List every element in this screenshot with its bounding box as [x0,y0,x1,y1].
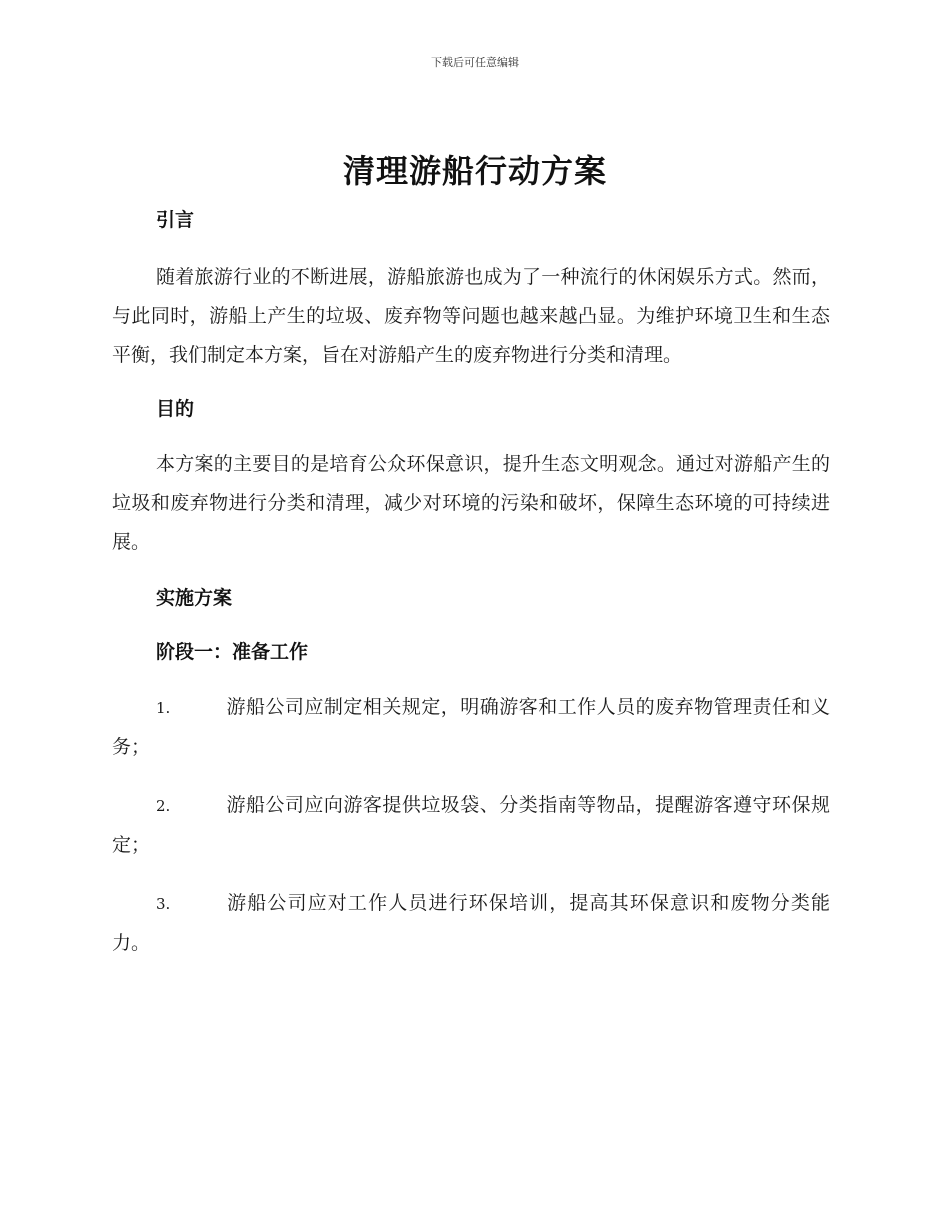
list-item-text: 游船公司应制定相关规定，明确游客和工作人员的废弃物管理责任和义务； [112,696,830,758]
section-heading-purpose: 目的 [156,398,195,420]
list-item [112,688,830,767]
page-header-note: 下载后可任意编辑 [431,56,519,69]
section-heading-plan: 实施方案 [156,587,233,609]
list-item-text: 游船公司应向游客提供垃圾袋、分类指南等物品，提醒游客遵守环保规定； [112,794,830,856]
document-title: 清理游船行动方案 [342,152,607,190]
section-paragraph-purpose: 本方案的主要目的是培育公众环保意识，提升生态文明观念。通过对游船产生的垃圾和废弃物进行分类和清理，减少对环境的污染和破坏，保障生态环境的可持续进展。 [112,453,830,553]
section-heading-intro: 引言 [156,209,195,231]
list-item-text: 游船公司应对工作人员进行环保培训，提高其环保意识和废物分类能力。 [112,892,830,954]
list-item [112,884,830,963]
section-heading-phase-one: 阶段一：准备工作 [156,641,309,663]
document-body [112,202,830,963]
section-paragraph-intro: 随着旅游行业的不断进展，游船旅游也成为了一种流行的休闲娱乐方式。然而，与此同时，游船上产生的垃圾、废弃物等问题也越来越凸显。为维护环境卫生和生态平衡，我们制定本方案，旨在对游船产生的废弃物进行分类和清理。 [112,266,830,366]
list-item-number: 3. [156,895,171,913]
list-item [112,786,830,865]
list-item-number: 2. [156,797,171,815]
list-item-number: 1. [156,699,171,717]
